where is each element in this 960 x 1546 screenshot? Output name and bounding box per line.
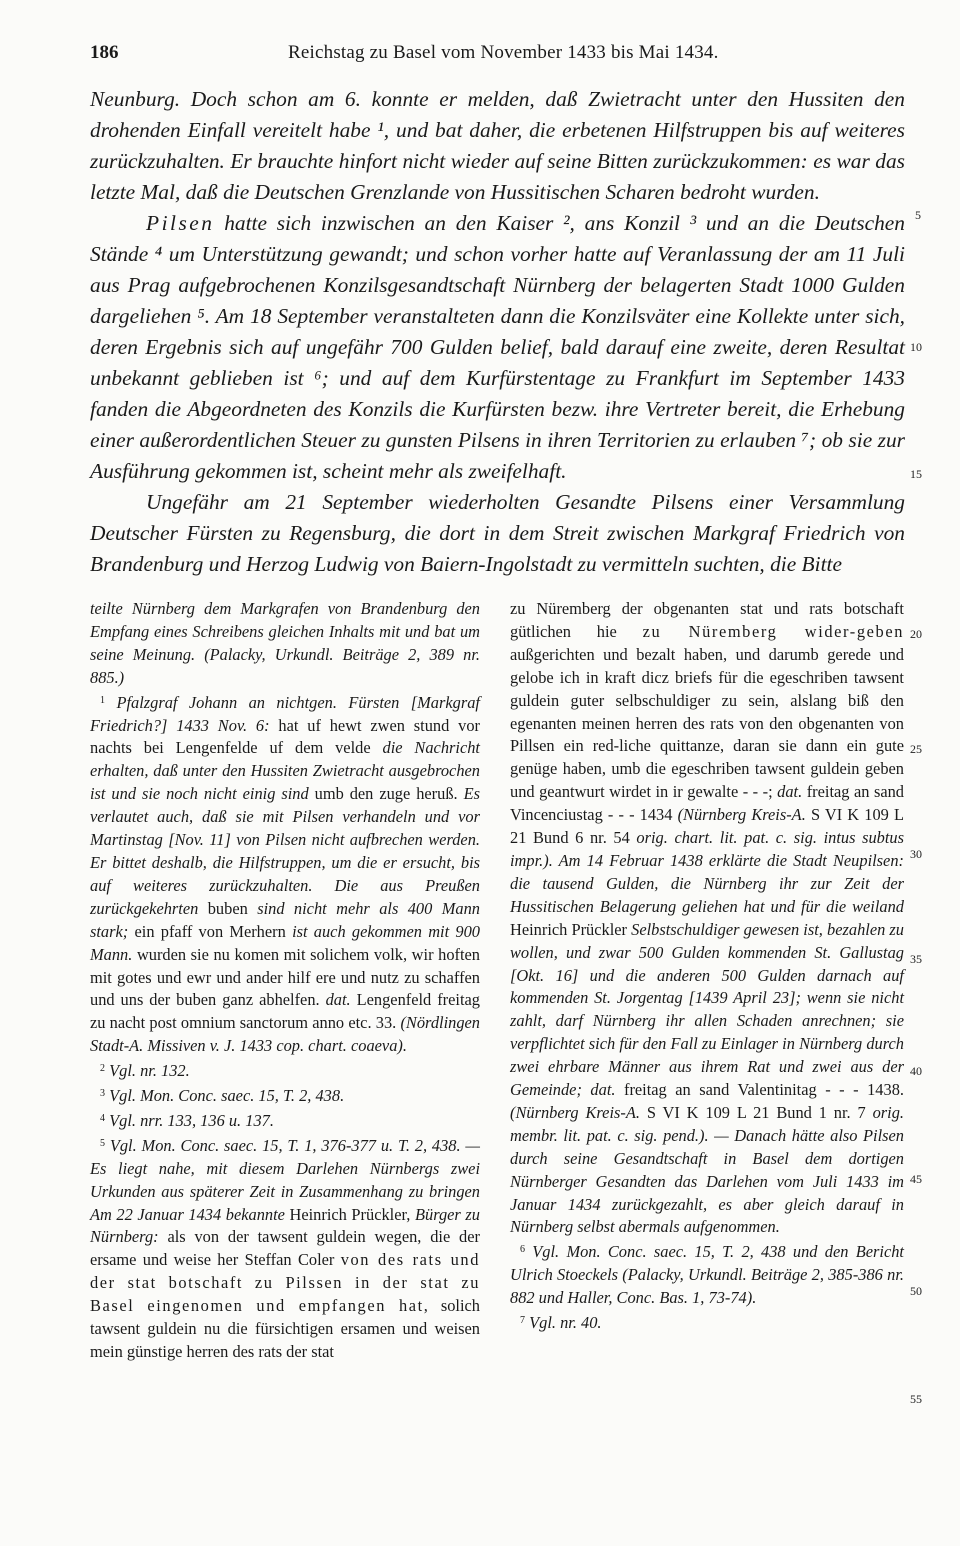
footnote-continuation: teilte Nürnberg dem Markgrafen von Brandenburg den Empfang eines Schreibens gleichen Inhalts mit und bat um seine Meinung. (Palacky, Urkundl. Beiträge 2, 389 nr. 885.) bbox=[90, 599, 480, 687]
footnote-3 bbox=[90, 1083, 480, 1108]
spaced-name-pilsen: Pilsen bbox=[146, 211, 215, 235]
r-part-h: orig. chart. lit. pat. c. sig. intus subtus impr.). Am 14 Februar 1438 erklärte die Stadt Neupilsen: die tausend Gulden, die Nürnberg ihr zur Zeit der Hussitischen Belagerung geliehen hat und für die weiland bbox=[510, 828, 904, 916]
line-number-30: 30 bbox=[910, 847, 922, 861]
line-number-20: 20 bbox=[910, 627, 922, 641]
r-part-g: S VI K 109 L 21 Bund 6 nr. 54 bbox=[510, 805, 904, 848]
page-number: 186 bbox=[90, 42, 119, 63]
footnote-4-marker: 4 bbox=[100, 1112, 105, 1124]
r-part-f: (Nürnberg Kreis-A. bbox=[677, 805, 806, 825]
footnote-5 bbox=[90, 1133, 480, 1364]
line-number-25: 25 bbox=[910, 742, 922, 756]
footnote-3-marker: 3 bbox=[100, 1088, 105, 1100]
paragraph-3: Ungefähr am 21 September wiederholten Gesandte Pilsens einer Versammlung Deutscher Fürsten zu Regensburg, die dort in dem Streit zwischen Markgraf Friedrich von Brandenburg und Herzog Ludwig von Baiern-Ingolstadt zu vermitteln suchten, die Bitte bbox=[90, 490, 905, 576]
fn1-part-a: Pfalzgraf Johann an nichtgen. Fürsten [Markgraf Friedrich?] 1433 Nov. 6: bbox=[90, 692, 480, 735]
r-part-j: Selbstschuldiger gewesen ist, bezahlen zu wollen, und zwar 500 Gulden kommenden St. Gallustag [Okt. 16] und die anderen 500 Gulden darnach auf kommenden St. Jorgentag [1439 April 23]; wenn sie nicht zahlt, darf Nürnberg ihr allen Schaden anrechnen; sie verpflichtet sich für den Fall zu Einlager in Nürnberg durch zwei ehrbare Männer aus ihrem Rat und zwei aus der Gemeinde; bbox=[510, 919, 904, 1100]
footnotes-left-column bbox=[90, 598, 480, 1364]
footnote-6-marker: 6 bbox=[520, 1244, 525, 1256]
r-part-n: S VI K 109 L 21 Bund 1 nr. 7 bbox=[646, 1102, 866, 1122]
line-number-45: 45 bbox=[910, 1172, 922, 1186]
fn1-part-g: sind nicht mehr als 400 Mann stark; bbox=[90, 898, 480, 941]
paragraph-1: Neunburg. Doch schon am 6. konnte er melden, daß Zwietracht unter den Hussiten den drohenden Einfall vereitelt habe ¹, und bat daher, die erbetenen Hilfstruppen bis auf weiteres zurückzuhalten. Er brauchte hinfort nicht wieder auf seine Bitten zurückzukommen: es war das letzte Mal, daß die Deutschen Grenzlande von Hussitischen Scharen bedroht wurden. bbox=[90, 87, 905, 204]
footnote-1 bbox=[90, 690, 480, 1059]
line-number-50: 50 bbox=[910, 1284, 922, 1298]
footnote-2-marker: 2 bbox=[100, 1063, 105, 1075]
footnote-6 bbox=[510, 1239, 904, 1310]
paragraph-2-body: hatte sich inzwischen an den Kaiser ², ans Konzil ³ und an die Deutschen Stände ⁴ um Unterstützung gewandt; und schon vorher hatte auf Veranlassung der am 11 Juli aus Prag aufgebrochenen Konzilsgesandtschaft Nürnberg der belagerten Stadt 1000 Gulden dargeliehen ⁵. Am 18 September veranstalteten dann die Konzilsväter eine Kollekte unter sich, deren Ergebnis sich auf ungefähr 700 Gulden belief, bald darauf eine zweite, deren Resultat unbekannt geblieben ist ⁶; und auf dem Kurfürstentage zu Frankfurt im September 1433 fanden die Abgeordneten des Konzils die Kurfürsten bezw. ihre Vertreter bereit, die Erhebung einer außerordentlichen Steuer zu gunsten Pilsens in ihren Territorien zu erlauben ⁷; ob sie zur Ausführung gekommen ist, scheint mehr als zweifelhaft. bbox=[90, 211, 905, 483]
r-part-b-spaced: zu Nüremberg wider-geben bbox=[642, 621, 904, 641]
fn1-part-m: (Nördlingen Stadt-A. Missiven v. J. 1433 cop. chart. coaeva). bbox=[90, 1013, 480, 1056]
footnote-4-text: Vgl. nrr. 133, 136 u. 137. bbox=[109, 1110, 274, 1130]
footnote-5-continued bbox=[510, 598, 904, 1239]
fn1-part-c: die Nachricht erhalten, daß unter den Hussiten Zwietracht ausgebrochen ist und sie noch nicht einig sind bbox=[90, 738, 480, 804]
line-number-35: 35 bbox=[910, 952, 922, 966]
fn5-part-d: als von der tawsent guldein wegen, die der ersame und weise her Steffan Coler bbox=[90, 1227, 480, 1270]
fn1-part-b: hat uf hewt zwen stund vor nachts bei Lengenfelde uf dem velde bbox=[90, 715, 480, 758]
line-number-40: 40 bbox=[910, 1064, 922, 1078]
footnote-3-text: Vgl. Mon. Conc. saec. 15, T. 2, 438. bbox=[109, 1086, 345, 1106]
footnote-7-marker: 7 bbox=[520, 1315, 525, 1327]
r-part-e: freitag an sand Vincenciustag - - - 1434 bbox=[510, 782, 904, 825]
r-part-l: freitag an sand Valentinitag - - - 1438. bbox=[623, 1080, 904, 1100]
fn1-part-h: ein pfaff von Merhern bbox=[134, 921, 286, 941]
fn5-part-c: Bürger zu Nürnberg: bbox=[90, 1204, 480, 1247]
line-number-15: 15 bbox=[910, 467, 922, 481]
fn5-part-e-spaced: von des rats und der stat botschaft zu Pilssen in der stat zu Basel eingenomen und empfangen hat, bbox=[90, 1250, 480, 1316]
fn1-part-e: Es verlautet auch, daß sie mit Pilsen verhandeln und vor Martinstag [Nov. 11] von Pilsen nicht aufbrechen werden. Er bittet deshalb, die Hilfstruppen, um die er ersucht, bis auf weiteres zurückzuhalten. Die aus Preußen zurückgekehrten bbox=[90, 784, 480, 918]
r-part-d: dat. bbox=[777, 782, 803, 802]
footnote-2-text: Vgl. nr. 132. bbox=[109, 1061, 190, 1081]
fn1-part-d: umb den zuge heruß. bbox=[314, 784, 458, 804]
r-part-c: außgerichten und bezalt haben, und darumb gerede und gelobe ich in kraft dicz briefs für die egeschriben tawsent guldein guter selbschuldiger zu sein, alslang biß den egenanten meinen herren des rats von den obgenanten von Pillsen ein red-liche quittanze, daran sie dann ein gute genüge haben, umb die egeschriben tawsent guldein geben und geantwurt wirdet in ir gewalte - - -; bbox=[510, 644, 904, 802]
footnotes-right-column bbox=[510, 598, 904, 1335]
r-part-k: dat. bbox=[590, 1080, 616, 1100]
r-part-a: zu Nüremberg der obgenanten stat und rats botschaft gütlichen hie bbox=[510, 599, 904, 641]
footnote-5-marker: 5 bbox=[100, 1137, 105, 1149]
r-part-m: (Nürnberg Kreis-A. bbox=[510, 1102, 640, 1122]
fn1-part-i: ist auch gekommen mit 900 Mann. bbox=[90, 921, 480, 964]
fn1-part-k: dat. bbox=[325, 990, 351, 1010]
main-text bbox=[90, 84, 905, 580]
fn1-part-j: wurden sie nu komen mit solichem volk, wir hoften mit gotes und ewr und ander hilf ere und nutz zu schaffen und uns der buben ganz abhelfen. bbox=[90, 944, 480, 1010]
fn1-part-l: Lengenfeld freitag zu nacht post omnium sanctorum anno etc. 33. bbox=[90, 990, 480, 1033]
fn1-part-f: buben bbox=[207, 898, 248, 918]
fn5-part-b: Heinrich Prückler, bbox=[289, 1204, 411, 1224]
r-part-i: Heinrich Prückler bbox=[510, 919, 628, 939]
footnote-7 bbox=[510, 1310, 904, 1335]
footnote-4 bbox=[90, 1108, 480, 1133]
r-part-o: orig. membr. lit. pat. c. sig. pend.). — Danach hätte also Pilsen durch seine Gesandtschaft in Basel dem dortigen Nürnberger Gesandten das Darlehen vom Juli 1433 im Januar 1434 zurückgezahlt, es aber gleich darauf in Nürnberg selbst abermals aufgenommen. bbox=[510, 1102, 905, 1237]
line-number-10: 10 bbox=[910, 340, 922, 354]
footnote-7-text: Vgl. nr. 40. bbox=[529, 1313, 602, 1333]
footnote-6-text: Vgl. Mon. Conc. saec. 15, T. 2, 438 und den Bericht Ulrich Stoeckels (Palacky, Urkundl. Beiträge 2, 385-386 nr. 882 und Haller, Conc. Bas. 1, 73-74). bbox=[510, 1242, 904, 1308]
footnote-2 bbox=[90, 1058, 480, 1083]
footnote-1-marker: 1 bbox=[100, 694, 105, 706]
running-title: Reichstag zu Basel vom November 1433 bis Mai 1434. bbox=[288, 42, 719, 63]
paragraph-2 bbox=[90, 208, 905, 487]
line-number-5: 5 bbox=[915, 208, 921, 222]
fn5-part-a: Vgl. Mon. Conc. saec. 15, T. 1, 376-377 u. T. 2, 438. — Es liegt nahe, mit diesem Darlehen Nürnbergs zwei Urkunden aus späterer Zeit in Zusammenhang zu bringen Am 22 Januar 1434 bekannte bbox=[90, 1135, 480, 1224]
fn5-part-f: solich tawsent guldein nu die fürsichtigen ersamen und weisen mein günstige herren des rats der stat bbox=[90, 1296, 480, 1361]
line-number-55: 55 bbox=[910, 1392, 922, 1406]
